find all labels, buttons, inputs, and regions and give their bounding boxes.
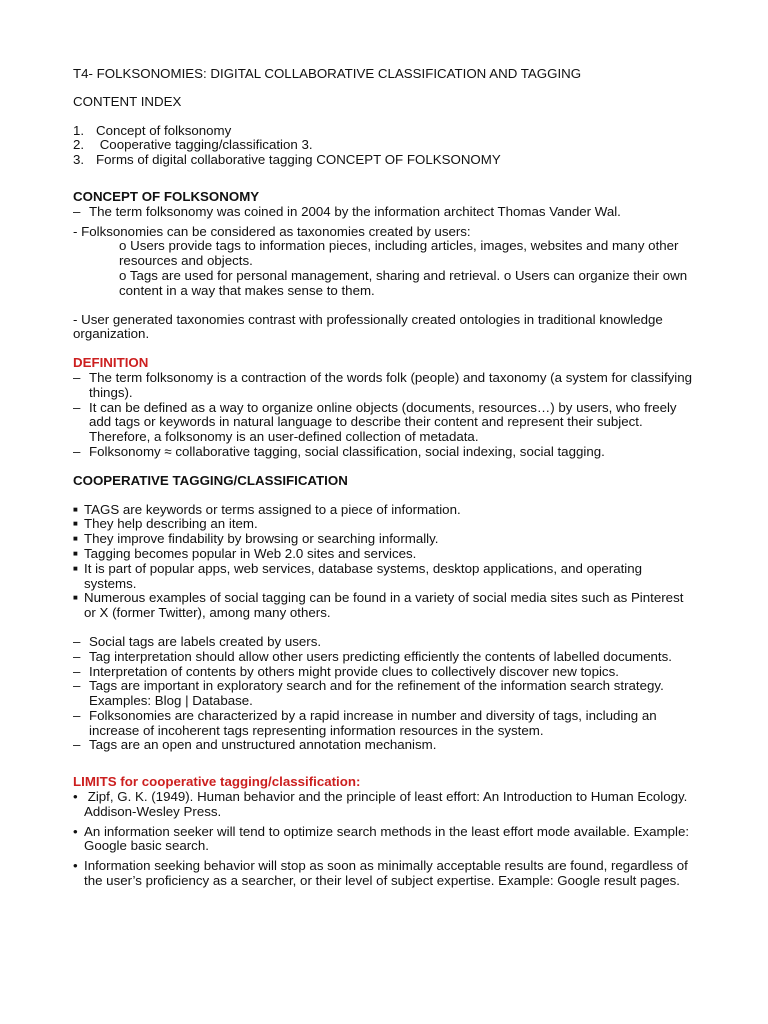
list-text: The term folksonomy is a contraction of the words folk (people) and taxonomy (a system for classifying things).	[89, 369, 693, 400]
list-text: Concept of folksonomy	[96, 122, 232, 138]
dash-marker: –	[73, 707, 81, 723]
sub-paragraph: o Users provide tags to information pieces, including articles, images, websites and many other resources and objects.	[119, 238, 679, 269]
list-text: Cooperative tagging/classification 3.	[96, 137, 313, 153]
list-item	[73, 124, 698, 139]
square-bullet-icon: ■	[73, 593, 78, 603]
list-text: It can be defined as a way to organize online objects (documents, resources…) by users, who freely add tags or keywords in natural language to describe their content and represent their subject. Therefore, a folksonomy is an user-defined collection of metadata.	[89, 399, 677, 445]
definition-list	[73, 371, 698, 460]
list-item	[73, 401, 698, 445]
list-item	[73, 635, 698, 650]
list-text: Tags are important in exploratory search and for the refinement of the information search strategy. Examples: Blog | Database.	[89, 678, 664, 709]
list-item	[73, 503, 698, 518]
square-bullet-icon: ■	[73, 504, 78, 514]
bullet-icon: •	[73, 823, 78, 839]
list-text: They help describing an item.	[84, 516, 258, 532]
sub-paragraph: o Tags are used for personal management, sharing and retrieval. o Users can organize their own content in a way that makes sense to them.	[119, 267, 688, 298]
list-item	[73, 547, 698, 562]
paragraph: - Folksonomies can be considered as taxonomies created by users:	[73, 223, 471, 239]
list-item	[73, 445, 698, 460]
list-item	[73, 371, 698, 401]
list-number: 3.	[73, 152, 85, 168]
cooperative-heading: COOPERATIVE TAGGING/CLASSIFICATION	[73, 472, 348, 488]
list-item	[73, 825, 698, 855]
list-item	[73, 138, 698, 153]
square-bullet-icon: ■	[73, 563, 78, 573]
dash-marker: –	[73, 443, 81, 459]
list-item	[73, 532, 698, 547]
list-item	[73, 859, 698, 889]
list-text: Tagging becomes popular in Web 2.0 sites and services.	[84, 545, 417, 561]
list-text: Social tags are labels created by users.	[89, 633, 322, 649]
content-index-list	[73, 124, 698, 168]
bullet-icon: •	[73, 789, 78, 805]
list-item	[73, 738, 698, 753]
dash-marker: –	[73, 663, 81, 679]
list-number: 2.	[73, 137, 85, 153]
list-text: TAGS are keywords or terms assigned to a piece of information.	[84, 501, 461, 517]
list-number: 1.	[73, 122, 85, 138]
list-item	[73, 153, 698, 168]
list-item	[73, 790, 698, 820]
list-item	[73, 709, 698, 739]
square-bullet-icon: ■	[73, 548, 78, 558]
dash-marker: –	[73, 737, 81, 753]
list-text: Interpretation of contents by others might provide clues to collectively discover new topics.	[89, 663, 619, 679]
list-text: Tag interpretation should allow other users predicting efficiently the contents of labelled documents.	[89, 648, 672, 664]
definition-heading: DEFINITION	[73, 355, 149, 371]
concept-heading: CONCEPT OF FOLKSONOMY	[73, 188, 260, 204]
list-text: Numerous examples of social tagging can be found in a variety of social media sites such as Pinterest or X (former Twitter), among many others.	[84, 590, 684, 621]
list-text: Forms of digital collaborative tagging CONCEPT OF FOLKSONOMY	[96, 152, 501, 168]
list-item	[73, 205, 698, 220]
list-text: Zipf, G. K. (1949). Human behavior and the principle of least effort: An Introduction to Human Ecology. Addison-Wesley Press.	[84, 789, 691, 819]
list-item	[73, 665, 698, 680]
content-index-heading: CONTENT INDEX	[73, 93, 182, 109]
list-text: The term folksonomy was coined in 2004 by the information architect Thomas Vander Wal.	[89, 203, 621, 219]
list-item	[73, 650, 698, 665]
square-bullet-icon: ■	[73, 534, 78, 544]
list-text: It is part of popular apps, web services, database systems, desktop applications, and operating systems.	[84, 560, 643, 591]
square-bullet-list	[73, 503, 698, 621]
limits-list	[73, 790, 698, 889]
dash-marker: –	[73, 369, 81, 385]
list-text: An information seeker will tend to optimize search methods in the least effort mode available. Example: Google basic search.	[84, 823, 690, 854]
list-item	[73, 562, 698, 592]
list-item	[73, 679, 698, 709]
list-item	[73, 591, 698, 621]
list-text: Information seeking behavior will stop as soon as minimally acceptable results are found, regardless of the user’s proficiency as a searcher, or their level of subject expertise. Example: Google result pages.	[84, 858, 688, 889]
list-item	[73, 517, 698, 532]
dash-marker: –	[73, 648, 81, 664]
list-text: Folksonomy ≈ collaborative tagging, social classification, social indexing, social tagging.	[89, 443, 605, 459]
paragraph: - User generated taxonomies contrast with professionally created ontologies in traditional knowledge organization.	[73, 311, 663, 342]
bullet-icon: •	[73, 858, 78, 874]
dash-list	[73, 635, 698, 753]
limits-heading: LIMITS for cooperative tagging/classification:	[73, 774, 361, 790]
dash-marker: –	[73, 203, 81, 219]
square-bullet-icon: ■	[73, 519, 78, 529]
dash-marker: –	[73, 399, 81, 415]
list-text: Tags are an open and unstructured annotation mechanism.	[89, 737, 437, 753]
list-text: They improve findability by browsing or searching informally.	[84, 531, 439, 547]
list-text: Folksonomies are characterized by a rapid increase in number and diversity of tags, including an increase of incoherent tags representing information resources in the system.	[89, 707, 657, 738]
dash-marker: –	[73, 678, 81, 694]
document-page	[73, 67, 698, 889]
document-title: T4- FOLKSONOMIES: DIGITAL COLLABORATIVE CLASSIFICATION AND TAGGING	[73, 66, 582, 81]
dash-marker: –	[73, 633, 81, 649]
